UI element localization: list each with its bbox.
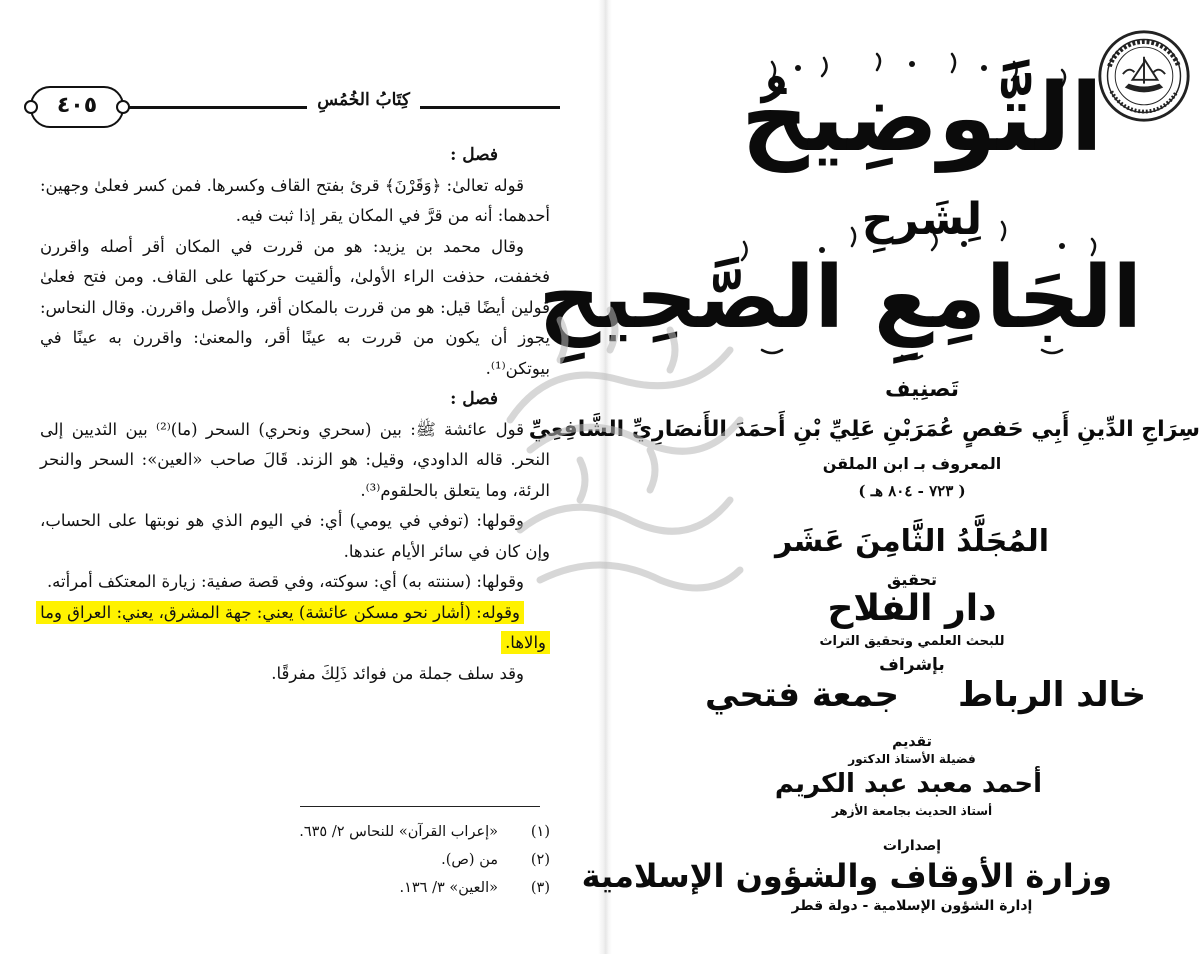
body-text bbox=[40, 140, 550, 689]
foreword-label: تقديم bbox=[892, 734, 932, 750]
author-known-as: المعروف بـ ابن الملقن bbox=[822, 454, 1002, 473]
publisher-name: دار الفلاح bbox=[827, 588, 997, 629]
publications-label: إصدارات bbox=[882, 838, 942, 854]
presenter-affiliation: أستاذ الحديث بجامعة الأزهر bbox=[831, 804, 993, 818]
volume-number: المُجَلَّدُ الثَّامِنَ عَشَر bbox=[774, 524, 1050, 559]
footnote bbox=[40, 874, 550, 902]
book-title-main: التَّوضِيحُ bbox=[741, 64, 1103, 173]
footnote bbox=[40, 846, 550, 874]
ministry-name: وزارة الأوقاف والشؤون الإسلامية bbox=[581, 857, 1112, 895]
author-dates: ( ٧٢٣ - ٨٠٤ هـ ) bbox=[858, 482, 966, 500]
footnote-number: (١) bbox=[530, 824, 550, 840]
footnote-text: «العين» ٣/ ١٣٦. bbox=[399, 880, 498, 896]
running-head bbox=[30, 82, 560, 122]
book-title-subject: الجَامِعِ الصَّحِيحِ bbox=[538, 248, 1142, 348]
authorship-label: تَصنِيف bbox=[884, 377, 960, 402]
supervisor-name-2: جمعة فتحي bbox=[705, 675, 899, 715]
title-page bbox=[528, 0, 1200, 954]
author-name: سِرَاجِ الدِّينِ أَبِي حَفصٍ عُمَرَبْنِ عَلِيِّ بْنِ أَحمَدَ الأَنصَارِيِّ الشَّافِعِيِّ bbox=[528, 417, 1200, 442]
presenter-title: فضيلة الأستاذ الدكتور bbox=[848, 752, 976, 766]
section-heading: فصل : bbox=[450, 145, 498, 165]
footnote-text: «إعراب القرآن» للنحاس ٢/ ٦٣٥. bbox=[299, 824, 498, 840]
left-page bbox=[0, 0, 598, 954]
footnote-rule bbox=[300, 806, 540, 807]
supervisor-name-1: خالد الرباط bbox=[958, 675, 1146, 715]
presenter-name: أحمد معبد عبد الكريم bbox=[774, 769, 1042, 799]
publisher-subtitle: للبحث العلمي وتحقيق التراث bbox=[819, 634, 1005, 649]
paragraph: وقال محمد بن يزيد: هو من قررت في المكان أقر أصله واقررن فخففت، حذفت الراء الأولىٰ، وألقيت حركتها على القاف. ومن فتح فعلىٰ قولين أيضًا قيل: هو من قررت بالمكان أقر، والأصل واقررن. وقال النحاس: يجوز أن يكون من قررت به عينًا أقر، والمعنىٰ: واقررن به عينًا في بيوتكن⁽¹⁾. bbox=[40, 236, 550, 378]
footnote-text: من (ص). bbox=[441, 852, 498, 868]
footnotes bbox=[40, 818, 550, 902]
footnote-number: (٣) bbox=[530, 880, 550, 896]
paragraph: قول عائشة ﷺ: بين (سحري ونحري) السحر (ما)⁽²⁾ بين الثديين إلى النحر. قاله الداودي، وقيل: هو الزند. قَالَ صاحب «العين»: السحر والنحر الرئة، وما يتعلق بالحلقوم⁽³⁾. bbox=[40, 419, 550, 500]
running-title: كِتَابُ الخُمُسِ bbox=[307, 90, 420, 110]
supervision-label: بإشراف bbox=[879, 655, 945, 675]
book-gutter bbox=[598, 0, 612, 954]
paragraph: قوله تعالىٰ: ﴿وَقَرْنَ﴾ قرئ بفتح القاف وكسرها. فمن كسر فعلىٰ وجهين: أحدهما: أنه من قرَّ في المكان يقر إذا ثبت فيه. bbox=[40, 175, 550, 225]
book-title-connector: لِشَرحِ bbox=[861, 194, 983, 245]
paragraph: وقولها: (توفي في يومي) أي: في اليوم الذي هو نوبتها على الحساب، وإن كان في سائر الأيام عندها. bbox=[40, 511, 550, 561]
highlight-text: وقوله: (أشار نحو مسكن عائشة) يعني: جهة المشرق، يعني: العراق وما والاها. bbox=[36, 601, 550, 655]
paragraph: وقولها: (سننته به) أي: سوكته، وفي قصة صفية: زيارة المعتكف أمرأته. bbox=[46, 572, 524, 591]
footnote-number: (٢) bbox=[530, 852, 550, 868]
highlighted-paragraph bbox=[40, 598, 550, 659]
ministry-department: إدارة الشؤون الإسلامية - دولة قطر bbox=[791, 898, 1033, 914]
page-number: ٤٠٥ bbox=[30, 86, 124, 128]
editing-label: تحقيق bbox=[886, 570, 937, 589]
closing-paragraph: وقد سلف جملة من فوائد ذَلِكَ مفرقًا. bbox=[271, 663, 524, 683]
footnote bbox=[40, 818, 550, 846]
section-heading: فصل : bbox=[450, 389, 498, 409]
